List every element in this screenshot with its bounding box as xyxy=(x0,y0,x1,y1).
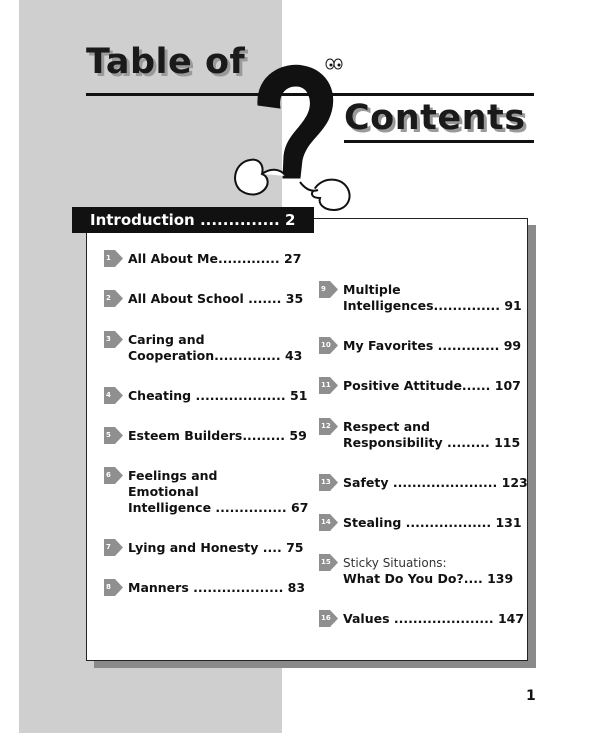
chapter-number-badge xyxy=(319,610,338,627)
toc-entry-line: All About Me............. 27 xyxy=(128,251,302,266)
toc-entry-line: Manners ................... 83 xyxy=(128,580,306,595)
toc-entry[interactable] xyxy=(319,282,543,314)
chapter-number-badge xyxy=(104,539,123,556)
toc-entry[interactable] xyxy=(104,580,306,596)
chapter-number-badge xyxy=(319,377,338,394)
chapter-number: 5 xyxy=(106,431,111,439)
toc-entry[interactable] xyxy=(104,332,303,364)
chapter-number: 13 xyxy=(321,478,331,486)
chapter-number: 11 xyxy=(321,381,331,389)
chapter-number-badge xyxy=(319,418,338,435)
chapter-number: 6 xyxy=(106,471,111,479)
chapter-number: 1 xyxy=(106,254,111,262)
introduction-page: 2 xyxy=(284,211,296,229)
toc-entry[interactable] xyxy=(319,338,543,354)
toc-entry-line: Feelings and xyxy=(128,468,218,483)
title-line-1: Table of xyxy=(86,42,246,82)
toc-entry[interactable] xyxy=(104,540,303,556)
toc-entry-line: Safety ...................... 123 xyxy=(343,475,528,490)
question-mark-mascot-icon xyxy=(228,50,358,220)
chapter-number: 12 xyxy=(321,422,331,430)
chapter-number-badge xyxy=(319,514,338,531)
toc-entry-line: Respect and xyxy=(343,419,430,434)
chapter-number-badge xyxy=(104,290,123,307)
toc-entry-line: Caring and xyxy=(128,332,205,347)
toc-entry-line: Responsibility ......... 115 xyxy=(343,435,521,450)
toc-entry-line: Cooperation.............. 43 xyxy=(128,348,303,363)
chapter-number-badge xyxy=(104,331,123,348)
chapter-number: 10 xyxy=(321,341,331,349)
introduction-label: Introduction .............. xyxy=(90,211,280,229)
chapter-number-badge xyxy=(104,579,123,596)
chapter-number: 9 xyxy=(321,285,326,293)
chapter-number-badge xyxy=(104,427,123,444)
toc-entry-line: Multiple xyxy=(343,282,401,297)
chapter-number: 8 xyxy=(106,583,111,591)
toc-entry[interactable] xyxy=(104,388,308,404)
toc-entry-line: Intelligence ............... 67 xyxy=(128,500,309,515)
chapter-number: 3 xyxy=(106,335,111,343)
toc-entry-line: Lying and Honesty .... 75 xyxy=(128,540,304,555)
toc-entry[interactable] xyxy=(319,378,543,394)
toc-entry[interactable] xyxy=(319,611,543,627)
toc-entry[interactable] xyxy=(104,251,303,267)
chapter-number-badge xyxy=(319,554,338,571)
chapter-number-badge xyxy=(104,467,123,484)
chapter-number: 14 xyxy=(321,518,331,526)
page-number: 1 xyxy=(526,688,536,704)
chapter-number-badge xyxy=(104,250,123,267)
title-rule-bottom xyxy=(344,140,534,143)
chapter-number-badge xyxy=(319,474,338,491)
toc-entry[interactable] xyxy=(104,428,307,444)
toc-entry-line: What Do You Do?.... 139 xyxy=(343,571,514,586)
toc-entry[interactable] xyxy=(319,555,543,587)
toc-entry-line: Emotional xyxy=(128,484,199,499)
toc-entry[interactable] xyxy=(319,419,543,451)
toc-entry-line: Values ..................... 147 xyxy=(343,611,525,626)
chapter-number-badge xyxy=(319,337,338,354)
chapter-number-badge xyxy=(319,281,338,298)
toc-entry[interactable] xyxy=(104,291,303,307)
toc-entry-line: All About School ....... 35 xyxy=(128,291,304,306)
toc-entry-line: My Favorites ............. 99 xyxy=(343,338,522,353)
toc-entry-line: Cheating ................... 51 xyxy=(128,388,308,403)
toc-entry[interactable] xyxy=(104,468,309,516)
toc-entry[interactable] xyxy=(319,515,543,531)
toc-entry-line: Positive Attitude...... 107 xyxy=(343,378,521,393)
chapter-number: 16 xyxy=(321,614,331,622)
chapter-number: 4 xyxy=(106,391,111,399)
toc-entry-line: Esteem Builders......... 59 xyxy=(128,428,307,443)
title-line-2: Contents xyxy=(344,98,526,138)
chapter-number: 7 xyxy=(106,543,111,551)
toc-entry-line: Intelligences.............. 91 xyxy=(343,298,522,313)
chapter-number-badge xyxy=(104,387,123,404)
toc-entry-line: Stealing .................. 131 xyxy=(343,515,522,530)
introduction-entry[interactable] xyxy=(72,207,314,233)
toc-entry-subtitle: Sticky Situations: xyxy=(343,556,447,570)
chapter-number: 15 xyxy=(321,558,331,566)
toc-entry[interactable] xyxy=(319,475,543,491)
chapter-number: 2 xyxy=(106,294,111,302)
